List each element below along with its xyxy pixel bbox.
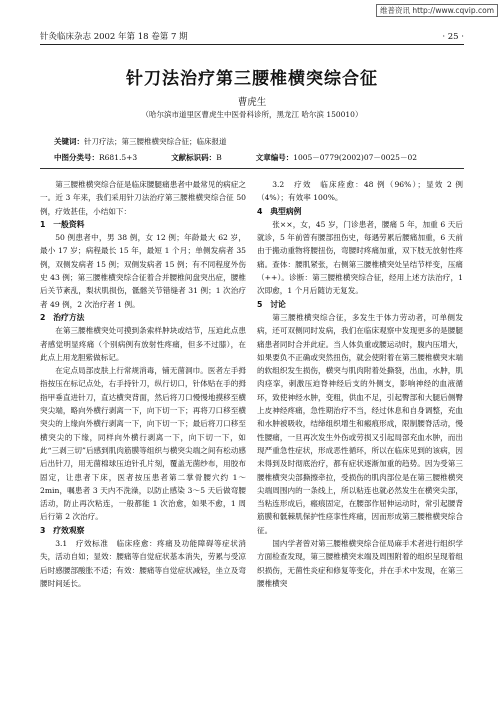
section-heading: 3 疗效观察 [40,525,85,535]
paragraph: 第三腰椎横突综合征，多发生于体力劳动者，可单侧发病，还可双侧同时发病，我们在临床观察中发现更多的是腰腿痛患者同时合并此症。当人体负重或腰运动时，腹内压增大，如果要负不正确或突然扭伤，就会使附着在第三腰椎横突末端的软组织发生损伤，横突与肌肉附着处撕裂，出血，水肿，肌肉痉挛，刺激压迫脊神经后支的外侧支，影响神经的血液循环，致使神经水肿，变粗，供血不足，引起臀部和大腿后侧臀上皮神经疼痛，急性期治疗不当，经过休息和自身调整，充血和水肿被吸收，结缔组织增生和瘢痕形成，限制腰脊活动，慢性腰痛，一旦再次发生外伤或劳损又引起局部充血水肿，而出现严重急性症状，形成恶性循环，所以在临床见到的该病，因未得到及时彻底治疗，都有症状逐渐加重的趋势。因为受第三腰椎横突尖部撕擦牵拉，受损伤的肌肉部位是在第三腰椎横突尖端周围内的一条线上，所以粘连也就必然发生在横突尖部，当粘连形成后，瘢痕固定，在腰部作屈伸运动时，常引起腰背筋膜和骶棘肌保护性痉挛性疼痛，因而形成第三腰椎横突综合征。 [257,312,463,535]
author: 曹虎生 [237,97,267,108]
divider [40,168,464,169]
article-no-value: 1005－0779(2002)07－0025－02 [293,153,417,162]
section-heading: 2 治疗方法 [40,312,85,322]
page-number: · 25 · [442,32,464,42]
left-column [40,178,246,590]
right-column [257,178,463,590]
section-heading: 4 典型病例 [257,206,302,216]
watermark: 维普资讯 http://www.cqvip.com [376,4,498,17]
article-no-label: 文章编号： [255,153,294,162]
keywords-label: 关键词： [54,137,84,146]
keywords-text: 针刀疗法；第三腰椎横突综合征；临床报道 [84,137,227,146]
section-heading: 5 讨论 [257,299,286,309]
running-header [40,30,464,45]
section-heading: 1 一般资料 [40,219,85,229]
clc-label: 中图分类号： [54,153,99,162]
paragraph: 张××，女，45 岁，门诊患者，腰痛 5 年，加重 6 天后就诊，5 年前曾有腰部扭伤史，每遇劳累后腰痛加重，6 天前由于搬动重物将腰扭伤，弯腰时疼痛加重，双下肢无放射性疼痛。查体：腰肌紧张，右侧第三腰椎横突处呈结节样变，压痛（++）。诊断：第三腰椎横突综合征，经用上述方法治疗，1 次即愈，1 个月后随访无复发。 [257,219,463,296]
paragraph: 50 例患者中，男 38 例，女 12 例；年龄最大 62 岁，最小 17 岁；病程最长 15 年，最短 1 个月；单侧发病者 35 例，双侧发病者 15 例；双侧发病者 15 例；有不同程度外伤史 43 例；第三腰椎横突综合征着合并腰椎间盘突出症，腰椎后关节紊乱，梨状肌损伤，骶髂关节错缝者 31 例；1 次治疗者 49 例，2 次治疗者 1 例。 [40,233,246,309]
clc-value: R681.5+3 [99,153,138,162]
journal-info: 针灸临床杂志 2002 年第 18 卷第 7 期 [40,32,188,42]
doc-code-value: B [216,153,222,162]
keywords-line [54,136,227,147]
doc-code-label: 文献标识码： [171,153,217,162]
paragraph: 3.2 疗效 临床痊愈：48 例（96%）；显效 2 例（4%）；有效率 100%。 [257,180,463,203]
affiliation: （哈尔滨市道里区曹虎生中医骨科诊所，黑龙江 哈尔滨 150010） [141,110,363,119]
paragraph: 国内学者曾对第三腰椎横突综合征局麻手术者进行组织学方面检查发现，第三腰椎横突末端及周围附着的组织呈现着组织损伤，无菌性炎症和修复等变化，并在手术中发现，在第三腰椎横突 [257,539,463,588]
paragraph: 在定点局部皮肤上行常规消毒，铺无菌洞巾。医者左手拇指按压在标记点处，右手持针刀，纵行切口，针体贴在手的拇指甲垂直进针刀，直达横突背面，然后将刀口慢慢地摸移至横突尖端，略向外横行剥离一下，向下切一下；再将刀口移至横突尖的上缘向外横行剥离一下，向下切一下；最后将刀口移至横突尖的下缘，同样向外横行剥离一下，向下切一下，如此“三剥三切”后感到肌肉筋膜等组织与横突尖端之间有松动感后出针刀，用无菌棉球压迫针孔片刻，覆盖无菌纱布，用胶布固定，让患者下床，医者按压患者第二掌骨腰穴约 1～2min，嘱患者 3 天内不洗澡，以防止感染 3～5 天后做弯腰活动，防止再次粘连，一般都能 1 次治愈，如果不愈，1 周后行第 2 次治疗。 [40,366,246,522]
paragraph: 第三腰椎横突综合征是临床腰腿痛患者中最常见的病症之一。近 3 年来，我们采用针刀法治疗第三腰椎横突综合征 50 例，疗效甚佳，小结如下： [40,180,246,216]
paragraph: 在第三腰椎横突处可摸到条索样肿块或结节，压迫此点患者感觉明显疼痛（个别病例有放射性疼痛，但多不过膝），在此点上用龙胆紫做标记。 [40,326,246,362]
article-title: 针刀法治疗第三腰椎横突综合征 [126,69,378,89]
classification-line [54,152,417,163]
paragraph: 3.1 疗效标准 临床痊愈：疼痛及功能障碍等症状消失，活动自如；显效：腰痛等自觉症状基本消失，劳累与受凉后时感腰部酸胀不适；有效：腰痛等自觉症状减轻，坐立及弯腰时间延长。 [40,539,246,588]
